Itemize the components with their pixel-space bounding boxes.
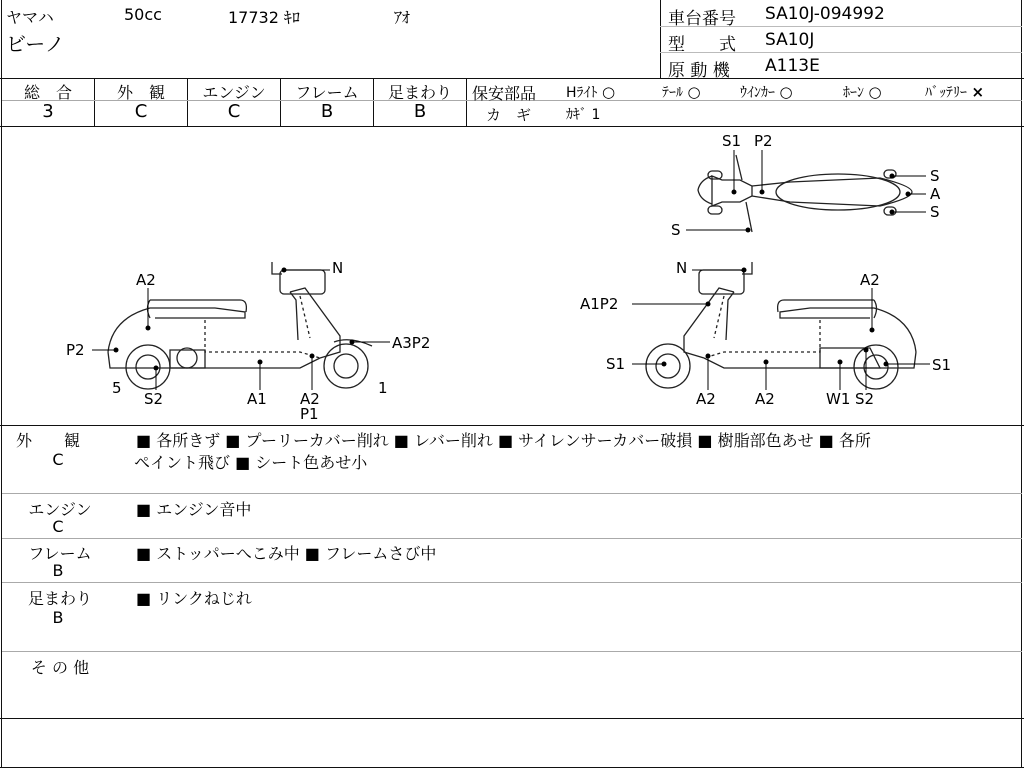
safety-headlight: Hﾗｲﾄ ○ <box>566 83 616 101</box>
type-value: SA10J <box>765 30 815 50</box>
label-left-s2: S2 <box>144 390 164 408</box>
grade-value-exterior: C <box>134 101 148 122</box>
frame-no-label: 車台番号 <box>668 9 736 29</box>
type-label: 型 式 <box>668 35 736 55</box>
label-left-1: 1 <box>378 379 388 397</box>
remark-grade-engine: C <box>52 517 64 536</box>
engine-label: 原 動 機 <box>668 61 730 81</box>
label-left-a1: A1 <box>247 390 267 408</box>
grade-label-overall: 総 合 <box>23 83 72 102</box>
label-right-s1-left: S1 <box>606 355 626 373</box>
label-left-p2: P2 <box>66 341 85 359</box>
label-left-a3p2: A3P2 <box>392 334 431 352</box>
safety-winker: ｳｲﾝｶｰ ○ <box>740 83 793 101</box>
safety-tail: ﾃｰﾙ ○ <box>662 83 701 101</box>
grade-value-suspension: B <box>413 101 427 122</box>
remark-label-exterior: 外 観 <box>15 431 80 450</box>
label-right-s1-right: S1 <box>932 356 952 374</box>
label-left-5: 5 <box>112 379 122 397</box>
remark-grade-exterior: C <box>52 450 64 469</box>
label-right-a1p2: A1P2 <box>580 295 619 313</box>
label-top-s-right1: S <box>930 167 940 185</box>
label-top-a-right: A <box>930 185 941 203</box>
frame-no: SA10J-094992 <box>765 4 885 24</box>
model-name: ビーノ <box>6 32 65 56</box>
grade-value-engine: C <box>227 101 241 122</box>
displacement: 50cc <box>124 5 162 24</box>
label-right-n: N <box>676 259 688 277</box>
remark-text-exterior-1: ■ 各所きず ■ プーリーカバー削れ ■ レバー削れ ■ サイレンサーカバー破損 ■ 樹脂部色あせ ■ 各所 <box>136 431 871 450</box>
safety-label: 保安部品 <box>472 84 537 103</box>
grade-label-engine: エンジン <box>202 83 266 102</box>
label-left-n: N <box>332 259 344 277</box>
label-right-w1: W1 <box>826 390 851 408</box>
color: ｱｵ <box>394 8 411 27</box>
damage-diagram <box>0 127 1022 425</box>
label-top-s1: S1 <box>722 132 742 150</box>
grade-value-frame: B <box>320 101 334 122</box>
label-right-a2-seat: A2 <box>860 271 880 289</box>
label-left-a2: A2 <box>300 390 320 408</box>
label-top-s-right2: S <box>930 203 940 221</box>
remark-grade-suspension: B <box>52 608 64 627</box>
label-right-a2-a: A2 <box>696 390 716 408</box>
remark-text-exterior-2: ペイント飛び ■ シート色あせ小 <box>134 453 368 472</box>
grade-label-exterior: 外 観 <box>116 83 165 102</box>
label-left-a2-seat: A2 <box>136 271 156 289</box>
grade-label-suspension: 足まわり <box>387 83 452 102</box>
remark-label-frame: フレーム <box>28 544 92 563</box>
remark-text-frame: ■ ストッパーへこみ中 ■ フレームさび中 <box>136 544 437 563</box>
engine-value: A113E <box>765 56 820 76</box>
remark-text-suspension: ■ リンクねじれ <box>136 589 252 608</box>
label-top-s-bottom: S <box>671 221 681 239</box>
label-right-s2: S2 <box>855 390 875 408</box>
safety-horn: ﾎｰﾝ ○ <box>843 83 882 101</box>
mileage: 17732 ｷﾛ <box>228 8 300 27</box>
grade-label-frame: フレーム <box>295 83 359 102</box>
safety-battery: ﾊﾞｯﾃﾘｰ × <box>925 83 985 101</box>
label-right-a2-b: A2 <box>755 390 775 408</box>
remark-text-engine: ■ エンジン音中 <box>136 500 252 519</box>
maker: ヤマハ <box>6 8 54 27</box>
remark-label-suspension: 足まわり <box>27 589 92 608</box>
remark-grade-frame: B <box>52 561 64 580</box>
grade-value-overall: 3 <box>42 101 54 122</box>
label-left-p1: P1 <box>300 405 319 423</box>
label-top-p2: P2 <box>754 132 773 150</box>
remark-label-other: そ の 他 <box>30 658 90 677</box>
key-label: カ ギ <box>486 106 532 124</box>
key-value: ｶｷﾞ 1 <box>566 107 601 123</box>
top-view-scooter <box>698 155 912 232</box>
remark-label-engine: エンジン <box>28 500 92 519</box>
